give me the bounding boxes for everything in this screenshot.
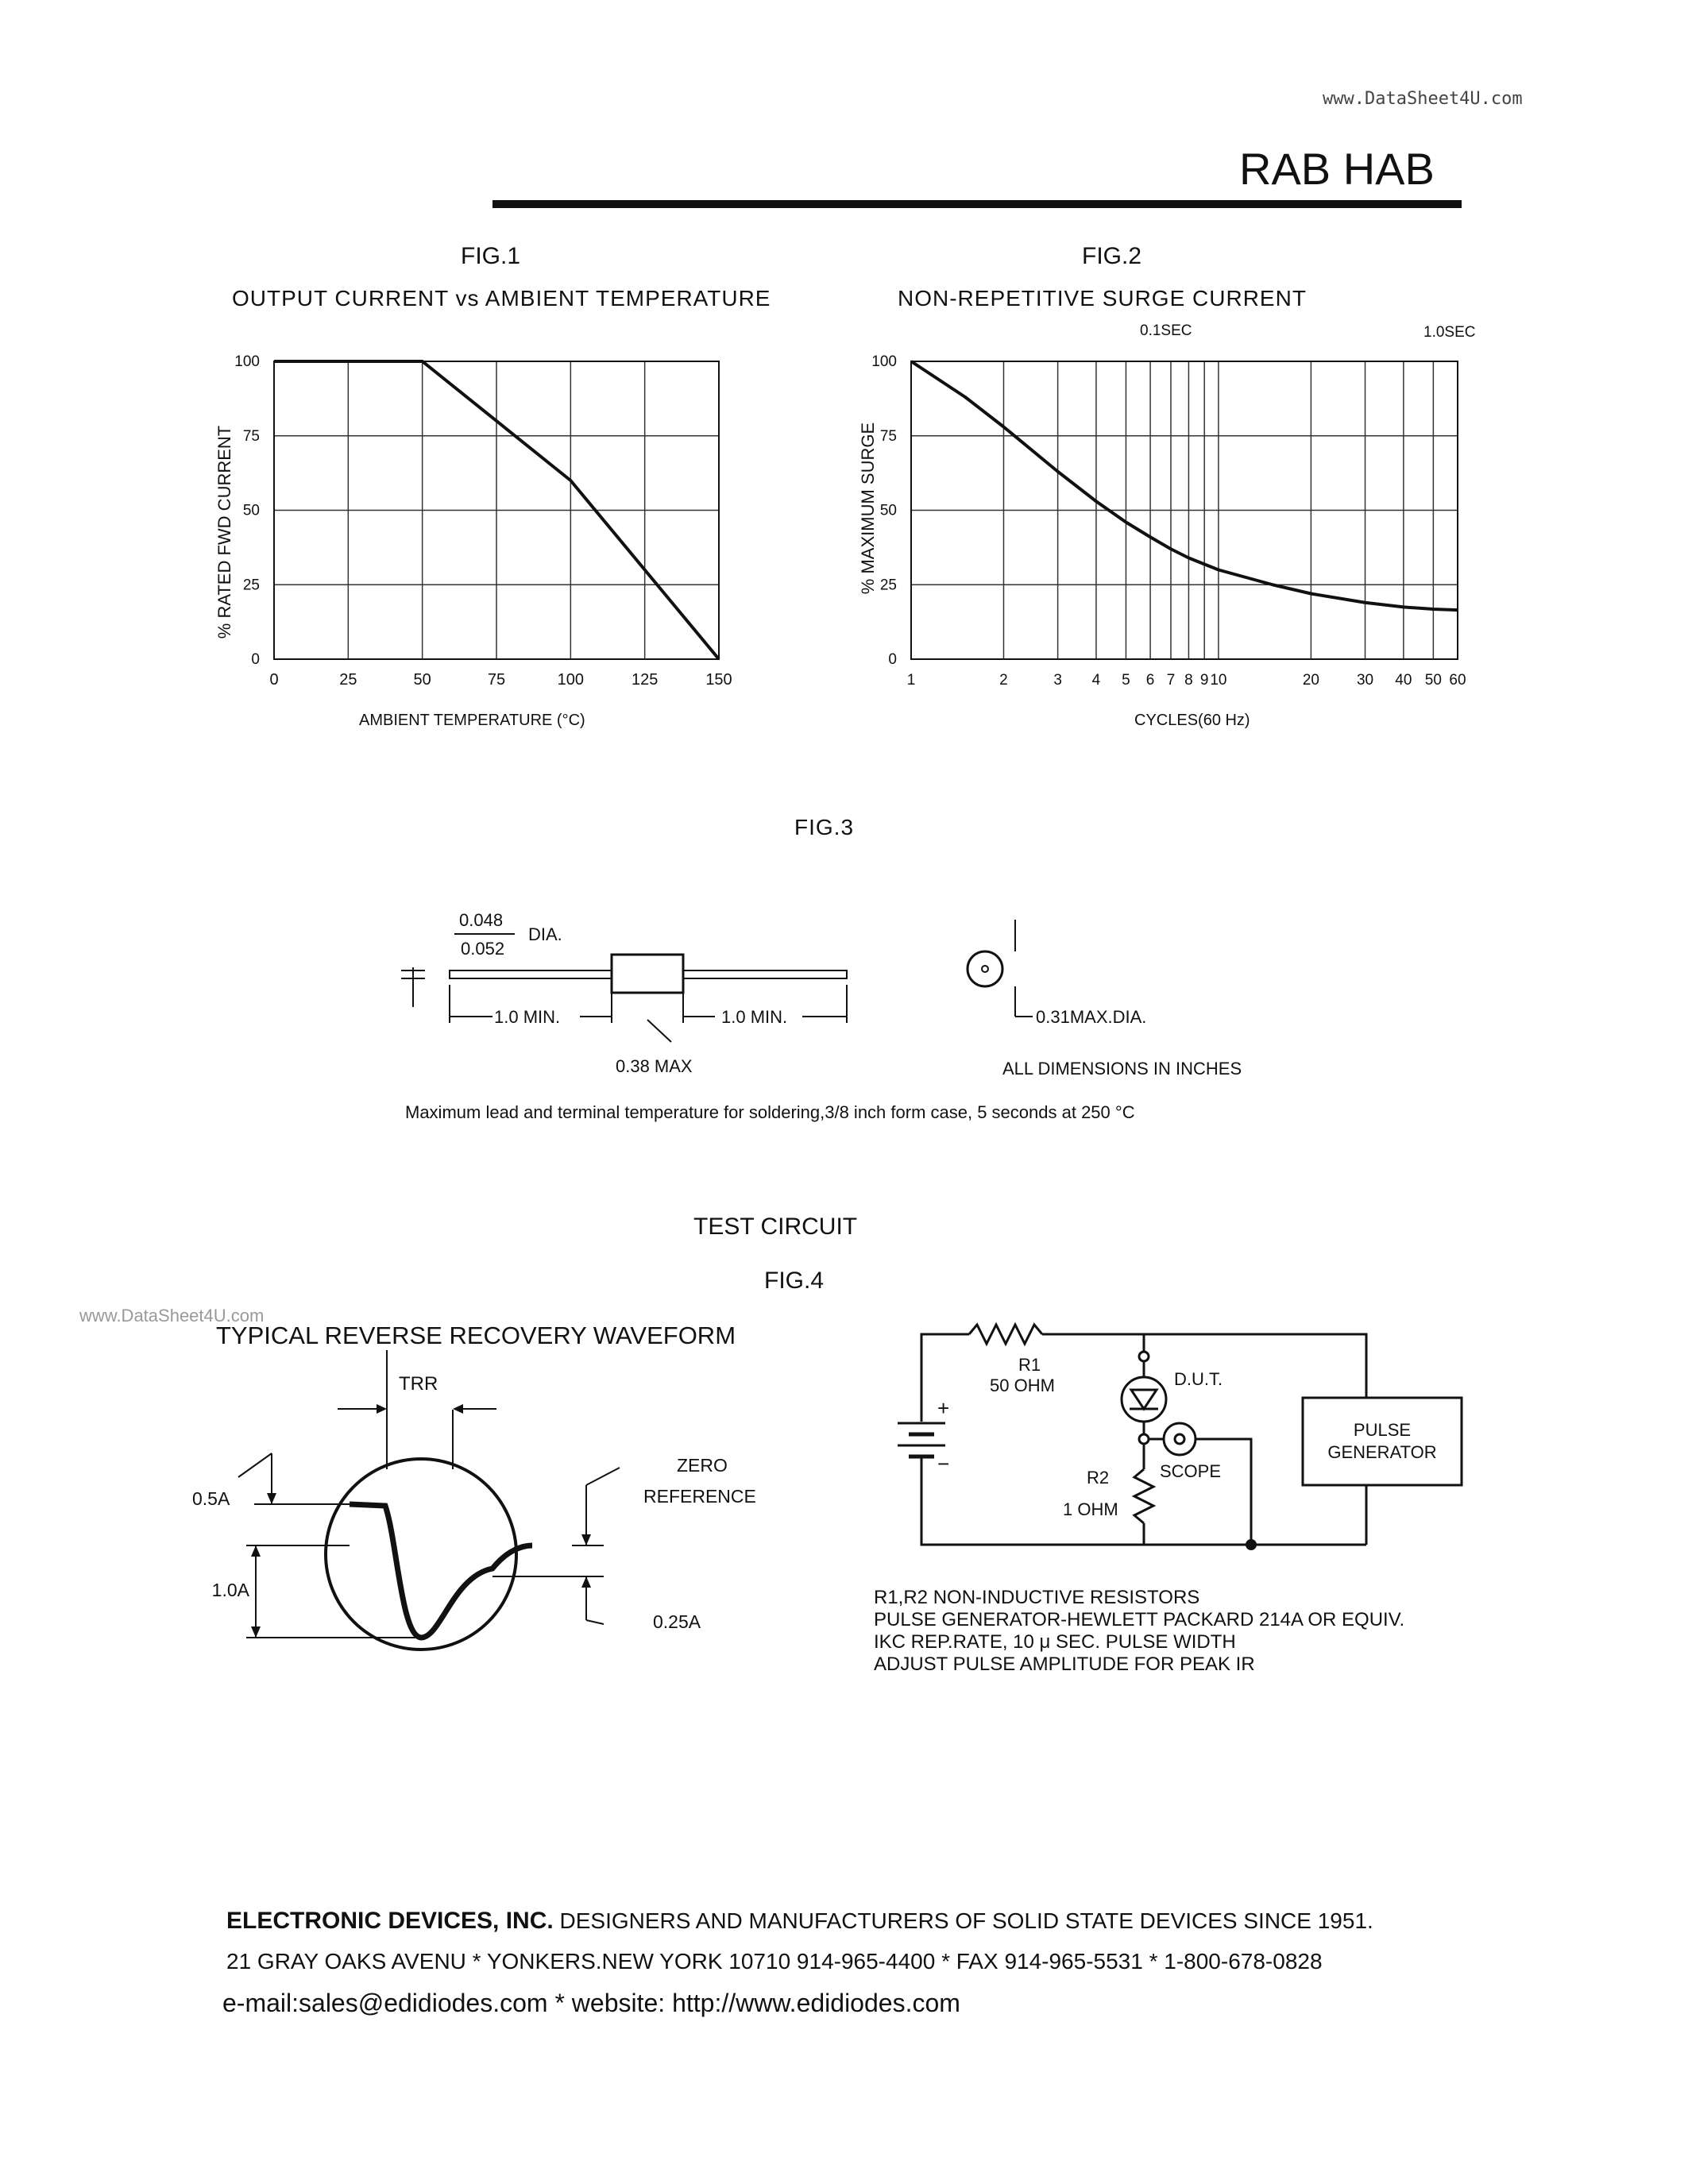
- arrow-head: [453, 1404, 463, 1414]
- fig3-body-dia: 0.31MAX.DIA.: [1036, 1007, 1147, 1027]
- x-tick-label: 9: [1199, 672, 1209, 689]
- pulse-generator-box: [1303, 1398, 1462, 1485]
- x-tick-label: 75: [487, 671, 506, 689]
- x-tick-label: 50: [413, 671, 431, 689]
- charts-svg: [0, 0, 1688, 794]
- resistor-r2: [1134, 1469, 1153, 1523]
- page-title: RAB HAB: [1239, 144, 1435, 194]
- fig1-xlabel: AMBIENT TEMPERATURE (°C): [359, 712, 585, 729]
- end-view-center: [982, 966, 988, 972]
- leader-025a: [586, 1620, 604, 1624]
- fig4-title: TYPICAL REVERSE RECOVERY WAVEFORM: [216, 1322, 736, 1349]
- x-tick-label: 7: [1166, 672, 1176, 689]
- fig3-body-len: 0.38 MAX: [616, 1056, 693, 1076]
- x-tick-label: 10: [1210, 672, 1227, 689]
- fig2-xlabel: CYCLES(60 Hz): [1134, 712, 1250, 729]
- fig4-zero-2: REFERENCE: [643, 1486, 756, 1507]
- fig2-label: FIG.2: [1082, 243, 1142, 269]
- scope-center: [1175, 1434, 1184, 1444]
- terminal: [1139, 1352, 1149, 1361]
- dut-circle: [1122, 1377, 1166, 1422]
- x-tick-label: 30: [1356, 672, 1374, 689]
- watermark-top: www.DataSheet4U.com: [1323, 89, 1523, 109]
- junction-dot: [1246, 1539, 1257, 1550]
- fig1-title: OUTPUT CURRENT vs AMBIENT TEMPERATURE: [232, 286, 771, 311]
- circuit-note: R1,R2 NON-INDUCTIVE RESISTORS: [874, 1587, 1200, 1608]
- fig3-dia-top: 0.048: [459, 910, 504, 930]
- pulse-gen-2: GENERATOR: [1327, 1442, 1437, 1462]
- leader-line: [647, 1020, 671, 1042]
- fig2-chart: [871, 353, 1466, 689]
- arrow-head: [581, 1576, 591, 1588]
- x-tick-label: 25: [339, 671, 357, 689]
- fig3-label: FIG.3: [794, 815, 855, 839]
- footer-address: 21 GRAY OAKS AVENU * YONKERS.NEW YORK 10710 914-965-4400 * FAX 914-965-5531 * 1-800-678-0828: [226, 1949, 1323, 1974]
- x-tick-label: 100: [557, 671, 585, 689]
- x-tick-label: 125: [631, 671, 659, 689]
- fig2-marker-01sec: 0.1SEC: [1140, 322, 1192, 339]
- waveform-drawing: [0, 1350, 874, 1684]
- r2-name: R2: [1087, 1468, 1110, 1488]
- terminal: [1139, 1434, 1149, 1444]
- end-view-circle: [968, 951, 1002, 986]
- x-tick-label: 6: [1145, 672, 1155, 689]
- dut-label: D.U.T.: [1174, 1369, 1223, 1389]
- recovery-waveform: [350, 1504, 532, 1638]
- circuit-note: PULSE GENERATOR-HEWLETT PACKARD 214A OR EQUIV.: [874, 1609, 1405, 1630]
- fig3-drawing: [0, 874, 1688, 1080]
- x-tick-label: 50: [1424, 672, 1442, 689]
- circuit-note: IKC REP.RATE, 10 μ SEC. PULSE WIDTH: [874, 1631, 1236, 1653]
- y-tick-label: 100: [234, 353, 260, 370]
- footer-company: ELECTRONIC DEVICES, INC.: [226, 1908, 554, 1934]
- scope-circle: [1164, 1423, 1196, 1455]
- x-tick-label: 1: [906, 672, 916, 689]
- scope-circle: [326, 1459, 516, 1650]
- fig4-trr: TRR: [399, 1373, 438, 1395]
- fig2-ylabel: % MAXIMUM SURGE: [858, 422, 878, 595]
- x-tick-label: 3: [1053, 672, 1062, 689]
- test-circuit-heading: TEST CIRCUIT: [693, 1214, 858, 1240]
- fig3-dia-label: DIA.: [528, 924, 562, 944]
- arrow-head: [251, 1626, 261, 1638]
- x-tick-label: 0: [269, 671, 279, 689]
- battery-minus: −: [937, 1452, 950, 1476]
- battery-plus: +: [937, 1396, 950, 1420]
- circuit-note: ADJUST PULSE AMPLITUDE FOR PEAK IR: [874, 1653, 1255, 1675]
- watermark-side: www.DataSheet4U.com: [79, 1306, 265, 1325]
- y-tick-label: 25: [242, 577, 260, 594]
- y-tick-label: 75: [242, 427, 260, 445]
- footer-contact: e-mail:sales@edidiodes.com * website: http://www.edidiodes.com: [222, 1989, 960, 2017]
- x-tick-label: 8: [1184, 672, 1193, 689]
- arrow-head: [581, 1534, 591, 1545]
- x-tick-label: 60: [1449, 672, 1466, 689]
- surge-curve: [911, 361, 1458, 610]
- arrow-head: [251, 1545, 261, 1557]
- leader-zero: [586, 1468, 620, 1485]
- fig2-title: NON-REPETITIVE SURGE CURRENT: [898, 286, 1307, 311]
- y-tick-label: 25: [879, 577, 897, 594]
- fig4-i025: 0.25A: [653, 1611, 701, 1632]
- x-tick-label: 4: [1091, 672, 1101, 689]
- arrow-head: [267, 1493, 276, 1504]
- resistor-r1: [969, 1325, 1042, 1344]
- fig3-units-note: ALL DIMENSIONS IN INCHES: [1002, 1059, 1242, 1078]
- y-tick-label: 50: [879, 502, 897, 519]
- leader-05a: [238, 1453, 272, 1477]
- pulse-gen-1: PULSE: [1353, 1420, 1412, 1440]
- fig4-i10: 1.0A: [211, 1580, 249, 1600]
- y-tick-label: 0: [251, 651, 260, 668]
- fig1-ylabel: % RATED FWD CURRENT: [214, 425, 234, 639]
- footer-line-1: [226, 1908, 1373, 1935]
- fig3-solder-note: Maximum lead and terminal temperature for soldering,3/8 inch form case, 5 seconds at 250 °C: [405, 1102, 1135, 1122]
- r2-value: 1 OHM: [1063, 1499, 1118, 1519]
- test-circuit-schematic: [874, 1302, 1509, 1572]
- fig3-lead-right: 1.0 MIN.: [721, 1007, 788, 1027]
- x-tick-label: 2: [999, 672, 1008, 689]
- y-tick-label: 50: [242, 502, 260, 519]
- fig1-label: FIG.1: [461, 243, 521, 269]
- fig1-chart: [234, 353, 732, 689]
- x-tick-label: 150: [705, 671, 732, 689]
- r1-value: 50 OHM: [990, 1376, 1055, 1395]
- fig2-marker-10sec: 1.0SEC: [1423, 324, 1476, 341]
- r1-name: R1: [1018, 1355, 1041, 1375]
- fig4-label: FIG.4: [764, 1268, 825, 1294]
- x-tick-label: 20: [1302, 672, 1319, 689]
- y-tick-label: 0: [888, 651, 897, 668]
- wire: [1196, 1439, 1251, 1545]
- fig3-lead-left: 1.0 MIN.: [494, 1007, 561, 1027]
- component-body: [612, 955, 683, 993]
- x-tick-label: 40: [1395, 672, 1412, 689]
- scope-label: SCOPE: [1160, 1461, 1222, 1481]
- y-tick-label: 75: [879, 427, 897, 445]
- y-tick-label: 100: [871, 353, 897, 370]
- fig4-zero-1: ZERO: [677, 1455, 728, 1476]
- circuit-notes: [874, 1587, 1404, 1676]
- fig4-i05: 0.5A: [192, 1488, 230, 1509]
- fig3-dia-bottom: 0.052: [461, 939, 505, 959]
- diode-triangle: [1131, 1390, 1157, 1409]
- footer-tagline: DESIGNERS AND MANUFACTURERS OF SOLID STATE DEVICES SINCE 1951.: [553, 1908, 1373, 1933]
- x-tick-label: 5: [1122, 672, 1130, 689]
- arrow-head: [377, 1404, 387, 1414]
